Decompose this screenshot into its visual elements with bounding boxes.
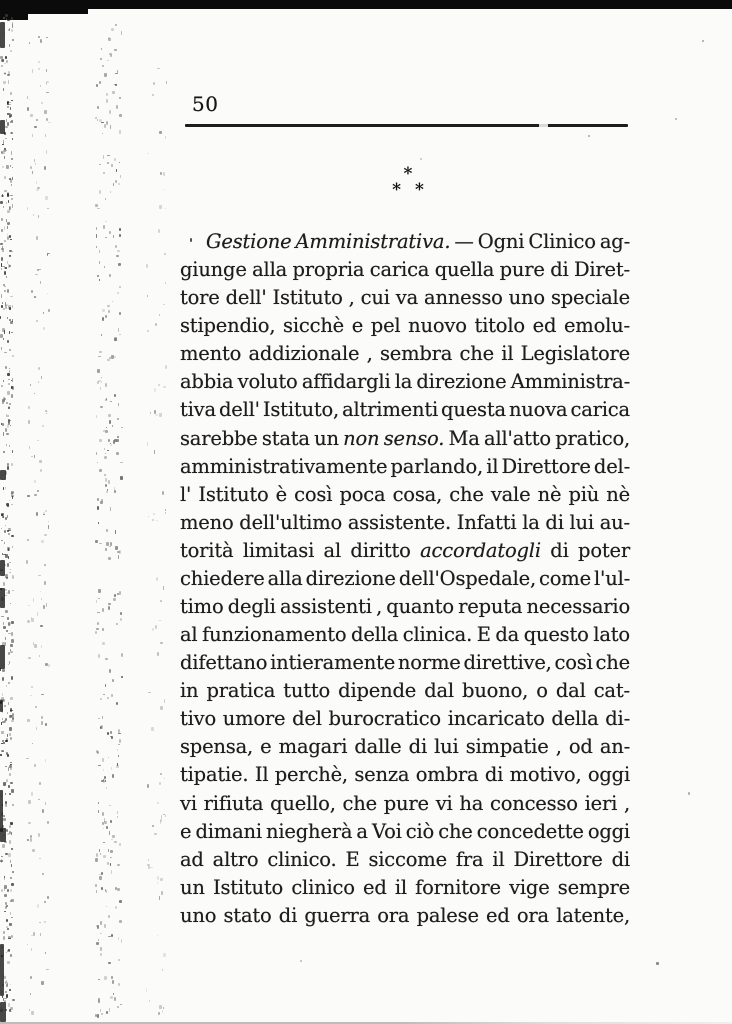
text-line: vi rifiuta quello, che pure vi ha concesso ieri ,	[180, 791, 630, 815]
asterism-top-star: *	[403, 164, 413, 184]
asterism-bottom-stars: * *	[392, 180, 428, 200]
text-line: in pratica tutto dipende dal buono, o dal cat-	[180, 679, 630, 703]
text-block	[180, 230, 630, 932]
text-line: Gestione Amministrativa. — Ogni Clinico ag-	[206, 230, 630, 253]
text-line: l' Istituto è così poca cosa, che vale nè più nè	[180, 482, 630, 506]
text-line: tore dell' Istituto , cui va annesso uno speciale	[180, 286, 630, 310]
scan-top-edge	[0, 0, 732, 9]
header-rule	[185, 124, 628, 127]
text-line: tipatie. Il perchè, senza ombra di motivo, oggi	[180, 763, 630, 787]
text-line: mento addizionale , sembra che il Legislatore	[180, 342, 630, 366]
text-line: giunge alla propria carica quella pure di Diret-	[180, 258, 630, 282]
text-line: difettano intieramente norme direttive, così che	[180, 651, 630, 675]
text-line: uno stato di guerra ora palese ed ora latente,	[180, 903, 630, 927]
text-line: stipendio, sicchè e pel nuovo titolo ed emolu-	[180, 314, 630, 338]
text-line: un Istituto clinico ed il fornitore vige sempre	[180, 875, 630, 899]
text-line: timo degli assistenti , quanto reputa necessario	[180, 595, 630, 619]
text-line: spensa, e magari dalle di lui simpatie , od an-	[180, 735, 630, 759]
page-number: 50	[192, 92, 219, 116]
text-line: meno dell'ultimo assistente. Infatti la di lui au-	[180, 510, 630, 534]
text-line: tiva dell' Istituto, altrimenti questa nuova carica	[180, 398, 630, 422]
text-line: sarebbe stata un non senso. Ma all'atto pratico,	[180, 426, 630, 450]
text-line: tivo umore del burocratico incaricato della di-	[180, 707, 630, 731]
text-line: chiedere alla direzione dell'Ospedale, come l'ul-	[180, 566, 630, 590]
text-line: torità limitasi al diritto accordatogli di poter	[180, 538, 630, 562]
text-line: al funzionamento della clinica. E da questo lato	[180, 623, 630, 647]
text-line: amministrativamente parlando, il Direttore del-	[180, 454, 630, 478]
asterism-divider	[381, 166, 435, 198]
text-line: e dimani niegherà a Voi ciò che concedette oggi	[180, 819, 630, 843]
text-line: abbia voluto affidargli la direzione Amministra-	[180, 370, 630, 394]
text-line: ad altro clinico. E siccome fra il Direttore di	[180, 847, 630, 871]
